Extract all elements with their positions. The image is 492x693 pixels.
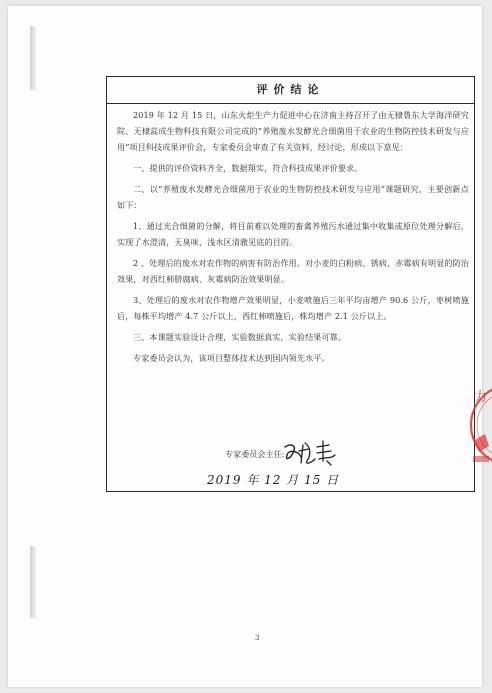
signature-label: 专家委员会主任: bbox=[225, 449, 285, 459]
stamp-text: 力 bbox=[474, 390, 488, 405]
binding-mark bbox=[30, 26, 36, 90]
document-title: 评价结论 bbox=[107, 77, 474, 104]
innovation-item-3: 3、处理后的废水对农作物增产效果明显，小麦喷施后三年平均亩增产 90.6 公斤，枣树喷施后，每株平均增产 4.7 公斤以上，西红柿喷施后，株均增产 2.1 公斤以上。 bbox=[117, 295, 469, 321]
conclusion-paragraph: 专家委员会认为，该项目整体技术达到国内领先水平。 bbox=[133, 353, 330, 363]
document-page bbox=[8, 6, 482, 687]
innovation-item-2: 2 、处理后的废水对农作物的病害有防治作用。对小麦的白粉病、锈病、赤霉病有明显的防治效果，对西红柿脐腐病、灰霉病防治效果明显。 bbox=[117, 258, 469, 284]
paragraph-3: 三、本课题实验设计合理，实验数据真实，实验结果可靠。 bbox=[133, 332, 347, 342]
handwritten-signature bbox=[281, 439, 339, 469]
binding-mark bbox=[30, 546, 36, 618]
evaluation-text bbox=[117, 107, 469, 366]
page-number: 3 bbox=[255, 634, 260, 642]
paragraph-2: 二、以“养殖废水发酵光合细菌用于农业的生物防控技术研发与应用”课题研究，主要创新点如下： bbox=[117, 184, 469, 210]
intro-paragraph: 2019 年 12 月 15 日，山东火炬生产力促进中心在济南主持召开了由无棣鲁东大学海洋研究院、无棣蕊成生物科技有限公司完成的“养殖废水发酵光合细菌用于农业的生物防控技术研发与应用”项目科技成果评价会，专家委员会审查了有关资料，经讨论，形成以下意见： bbox=[117, 110, 469, 152]
signature-row bbox=[225, 443, 465, 471]
evaluation-box bbox=[106, 76, 475, 492]
handwritten-date: 2019 年 12 月 15 日 bbox=[207, 473, 340, 487]
innovation-item-1: 1、通过光合细菌的分解，将目前难以处理的畜禽养殖污水通过集中收集或原位处理分解后，实现了水澄清，无臭味，浅水区清澈见底的目的。 bbox=[117, 221, 469, 247]
paragraph-1: 一、提供的评价资料齐全，数据翔实，符合科技成果评价要求。 bbox=[133, 163, 363, 173]
